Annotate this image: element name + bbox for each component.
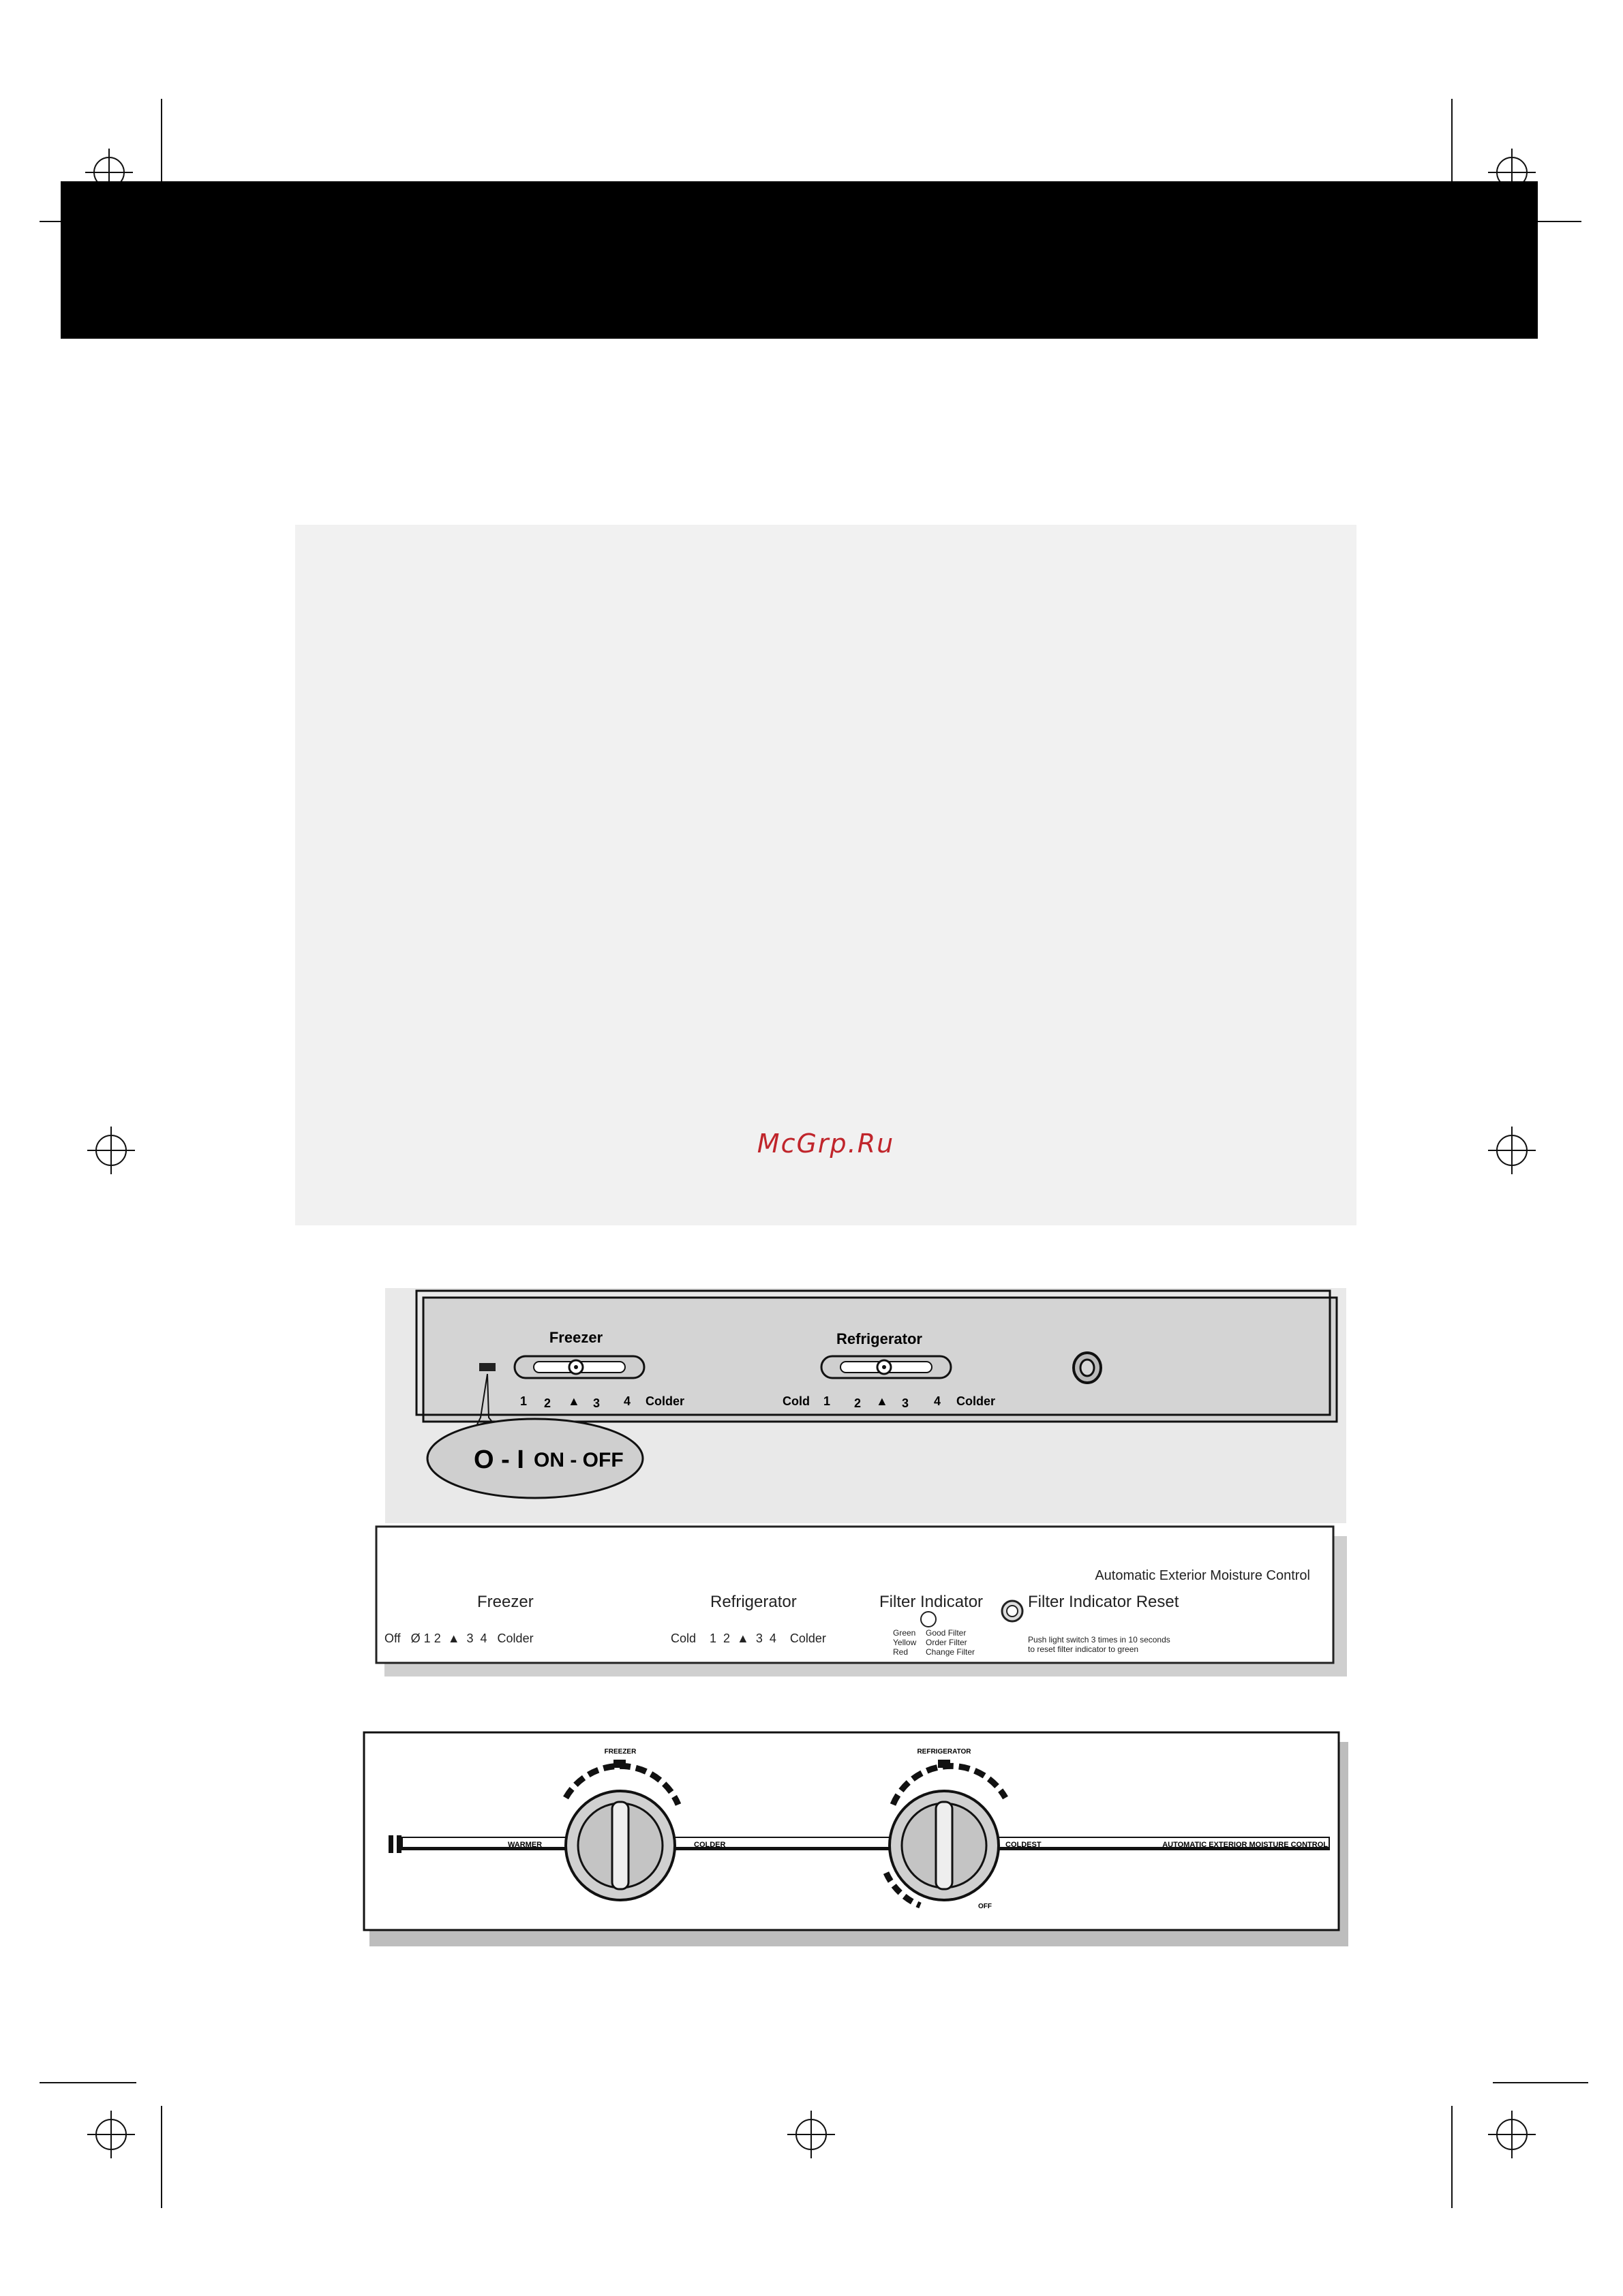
refrigerator-off-label: OFF <box>978 1903 992 1910</box>
refrigerator-dial[interactable] <box>890 1791 999 1900</box>
filter-indicator-light <box>921 1612 936 1627</box>
moisture-control-label: AUTOMATIC EXTERIOR MOISTURE CONTROL <box>1162 1841 1328 1849</box>
colder-label: COLDER <box>694 1841 726 1849</box>
filter-color-yellow: Yellow <box>893 1638 917 1647</box>
filter-state-order: Order Filter <box>926 1638 967 1647</box>
freezer-scale-2: 2 <box>544 1396 551 1410</box>
refrigerator-scale-1: 1 <box>823 1394 831 1408</box>
filter-state-change: Change Filter <box>926 1647 975 1657</box>
filter-reset-button[interactable] <box>1002 1601 1022 1621</box>
freezer-scale-4: 4 <box>624 1394 631 1408</box>
control-panel-sliders <box>385 1288 1346 1523</box>
control-panel-dials <box>361 1730 1350 1948</box>
switch-label: ON - OFF <box>534 1449 624 1471</box>
header-bar <box>61 181 1538 339</box>
filter-color-red: Red <box>893 1647 909 1657</box>
refrigerator-label: Refrigerator <box>836 1330 922 1347</box>
refrigerator-scale-4: 4 <box>934 1394 941 1408</box>
content-panel <box>295 525 1356 1225</box>
refrigerator-label: Refrigerator <box>710 1593 797 1611</box>
refrigerator-cold: Cold <box>783 1394 810 1408</box>
freezer-label: Freezer <box>549 1329 603 1346</box>
refrigerator-scale-2: 2 <box>854 1396 862 1410</box>
freezer-label: Freezer <box>477 1593 534 1611</box>
freezer-slider[interactable] <box>515 1356 644 1378</box>
refrigerator-slider[interactable] <box>821 1356 951 1378</box>
light-switch-button[interactable] <box>1074 1353 1101 1383</box>
refrigerator-scale-3: 3 <box>902 1396 909 1410</box>
moisture-control-label: Automatic Exterior Moisture Control <box>1095 1568 1310 1583</box>
filter-reset-note-2: to reset filter indicator to green <box>1028 1644 1139 1654</box>
coldest-label: COLDEST <box>1005 1841 1042 1849</box>
freezer-dial[interactable] <box>566 1791 675 1900</box>
filter-state-good: Good Filter <box>926 1628 967 1638</box>
freezer-scale-1: 1 <box>520 1394 528 1408</box>
filter-reset-note-1: Push light switch 3 times in 10 seconds <box>1028 1635 1170 1644</box>
refrigerator-dial-title: REFRIGERATOR <box>917 1748 971 1756</box>
control-panel-filter <box>375 1525 1350 1685</box>
freezer-colder: Colder <box>646 1394 685 1408</box>
refrigerator-scale: Cold 1 2 ▲ 3 4 Colder <box>671 1632 826 1645</box>
power-led <box>479 1363 496 1371</box>
warmer-label: WARMER <box>508 1841 543 1849</box>
filter-reset-label: Filter Indicator Reset <box>1028 1593 1179 1611</box>
filter-indicator-label: Filter Indicator <box>879 1593 984 1611</box>
refrigerator-colder: Colder <box>956 1394 996 1408</box>
freezer-scale-3: 3 <box>593 1396 601 1410</box>
watermark: McGrp.Ru <box>757 1129 895 1159</box>
refrigerator-scale-arrow: ▲ <box>876 1394 888 1408</box>
freezer-scale: Off Ø 1 2 ▲ 3 4 Colder <box>384 1632 534 1645</box>
freezer-scale-arrow: ▲ <box>568 1394 580 1408</box>
freezer-dial-title: FREEZER <box>604 1748 637 1756</box>
filter-color-green: Green <box>893 1628 916 1638</box>
switch-symbol: O - I <box>474 1445 524 1474</box>
